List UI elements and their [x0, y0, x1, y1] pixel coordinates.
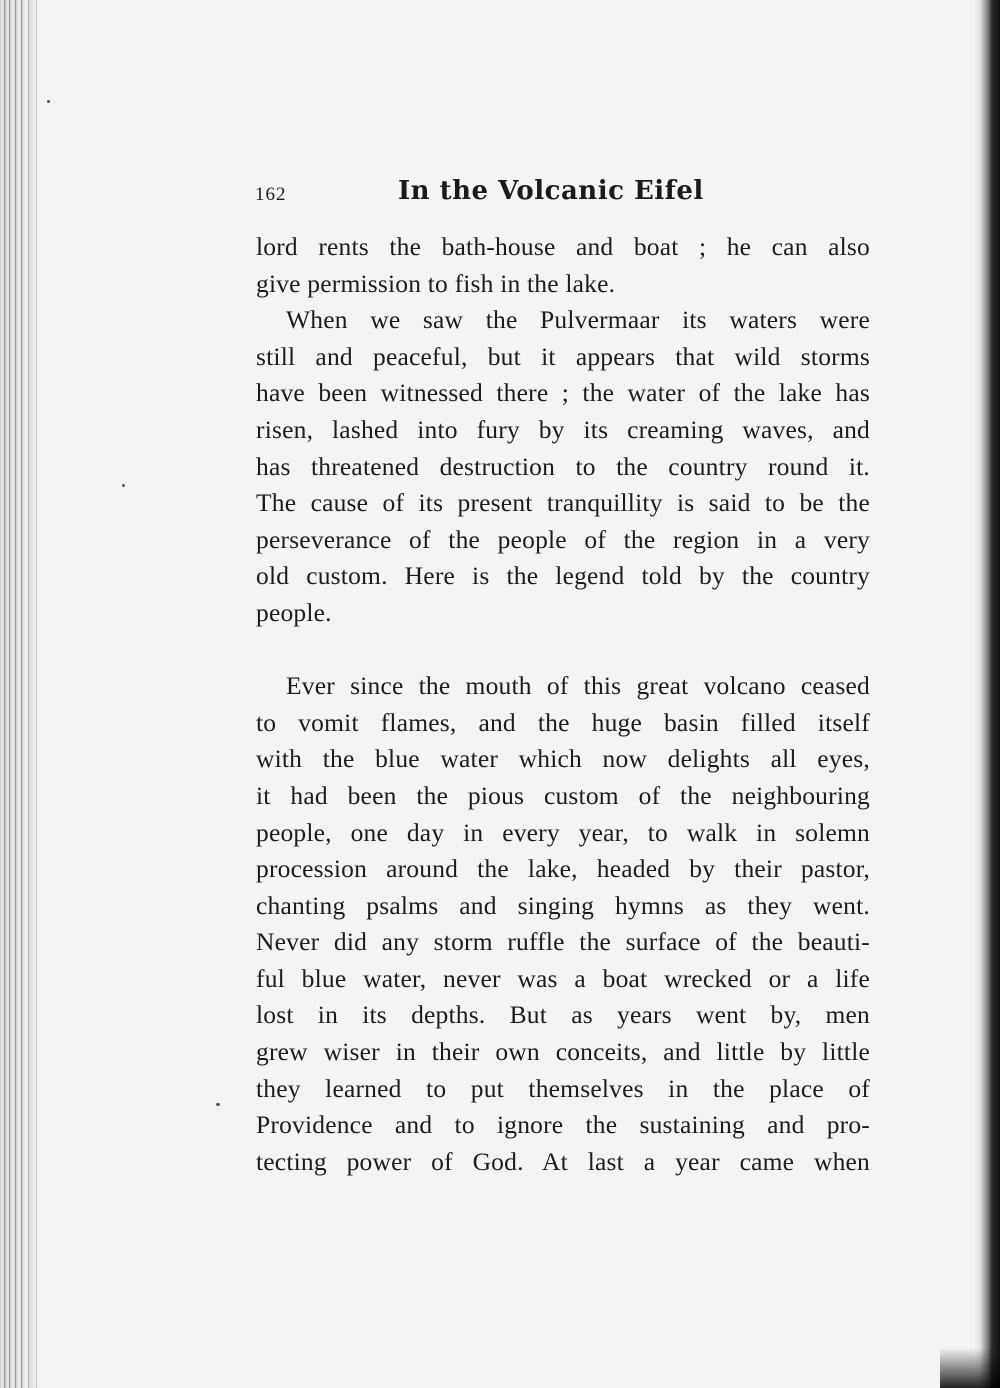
- text-line: Never did any storm ruffle the surface of the beauti-: [256, 927, 870, 957]
- page-edge-line: [36, 0, 37, 1388]
- text-line: procession around the lake, headed by their pastor,: [256, 854, 870, 884]
- page-header: [255, 176, 870, 216]
- text-line: old custom. Here is the legend told by the country: [256, 561, 870, 591]
- paper-speck: [47, 100, 50, 103]
- section-gap: [256, 632, 870, 669]
- text-line: lord rents the bath-house and boat ; he can also: [256, 232, 870, 261]
- paper-speck: [216, 1103, 220, 1106]
- paragraph: [256, 668, 870, 1180]
- text-line: lost in its depths. But as years went by, men: [256, 1000, 870, 1030]
- text-line: to vomit flames, and the huge basin filled itself: [256, 707, 870, 737]
- text-line: have been witnessed there ; the water of the lake has: [256, 378, 870, 408]
- text-line: tecting power of God. At last a year came when: [256, 1146, 870, 1176]
- text-line: When we saw the Pulvermaar its waters were: [286, 305, 870, 335]
- text-line: with the blue water which now delights all eyes,: [256, 744, 870, 774]
- body-text: [256, 229, 870, 1180]
- text-line: Ever since the mouth of this great volcano ceased: [286, 671, 870, 701]
- text-line: chanting psalms and singing hymns as they went.: [256, 890, 870, 920]
- text-line: give permission to fish in the lake.: [256, 268, 616, 298]
- page-edge-line: [21, 0, 22, 1388]
- text-line: risen, lashed into fury by its creaming waves, and: [256, 414, 870, 444]
- text-line: Providence and to ignore the sustaining and pro-: [256, 1110, 870, 1140]
- page-edge-line: [28, 0, 29, 1388]
- paper-speck: [122, 484, 125, 487]
- text-line: perseverance of the people of the region in a very: [256, 524, 870, 554]
- text-line: people.: [256, 597, 332, 627]
- text-line: The cause of its present tranquillity is said to be the: [256, 488, 870, 518]
- text-line: people, one day in every year, to walk in solemn: [256, 817, 870, 847]
- text-line: still and peaceful, but it appears that wild storms: [256, 341, 870, 371]
- running-title: In the Volcanic Eifel: [398, 176, 704, 206]
- paragraph: [256, 229, 870, 302]
- paragraph: [256, 302, 870, 631]
- text-line: they learned to put themselves in the place of: [256, 1073, 870, 1103]
- text-line: ful blue water, never was a boat wrecked or a life: [256, 963, 870, 993]
- page-number: 162: [255, 184, 287, 205]
- text-line: it had been the pious custom of the neighbouring: [256, 780, 870, 810]
- page-edge-line: [4, 0, 5, 1388]
- page-corner-shadow: [940, 1348, 1000, 1388]
- text-line: grew wiser in their own conceits, and little by little: [256, 1037, 870, 1067]
- page-right-edge: [974, 0, 1000, 1388]
- page-edge-line: [9, 0, 10, 1388]
- page-edge-line: [15, 0, 16, 1388]
- text-line: has threatened destruction to the country round it.: [256, 451, 870, 481]
